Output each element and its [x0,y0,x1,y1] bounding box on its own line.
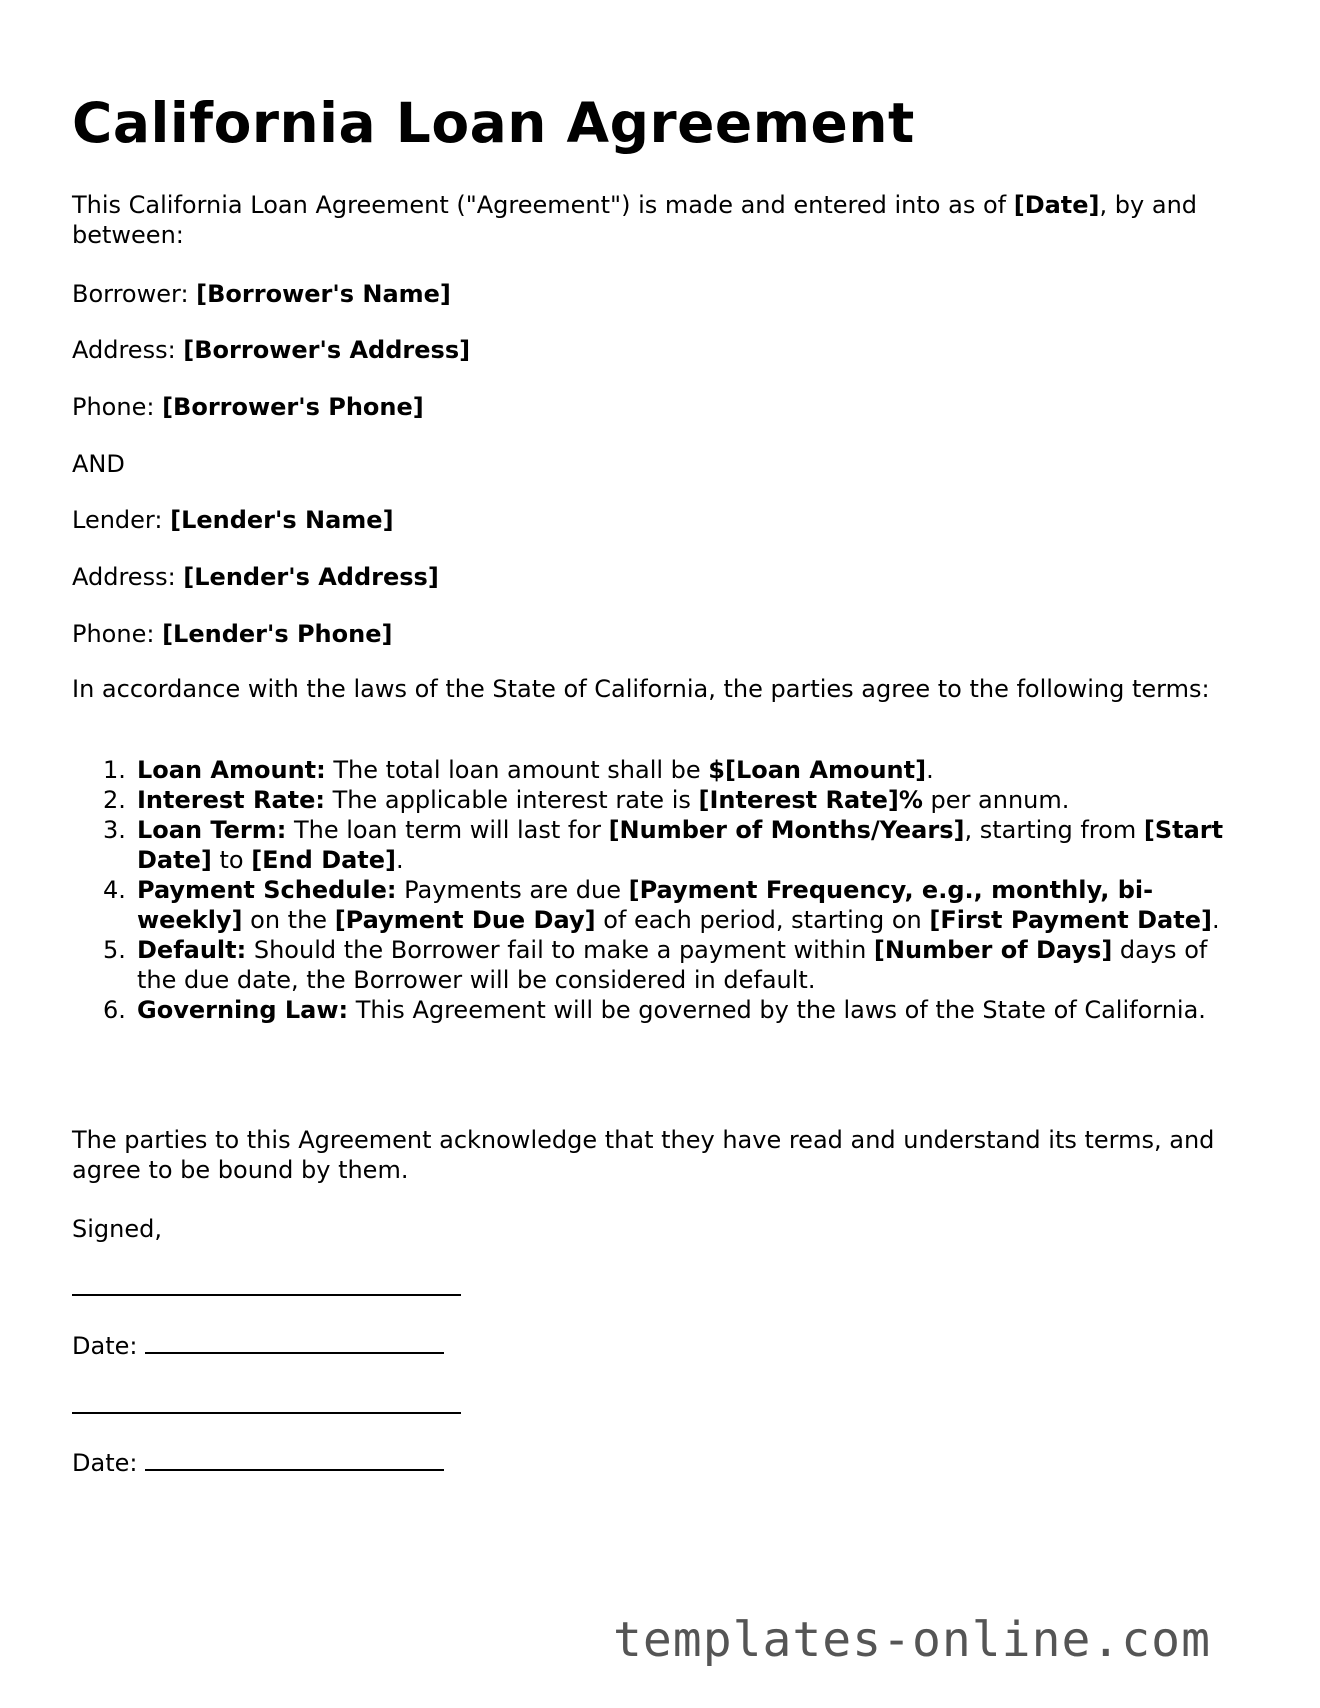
lender-address-placeholder: [Lender's Address] [183,563,439,591]
list-item [72,875,1237,935]
document-title: California Loan Agreement [72,91,915,155]
list-item-text: of each period, starting on [595,906,930,934]
borrower-address-label: Address: [72,336,184,364]
list-item-placeholder: [Payment Frequency, e.g., monthly, bi-weekly] [137,876,1154,934]
list-item [72,785,1237,815]
list-item-number: 3. [103,816,126,844]
list-item-text: Should the Borrower fail to make a payment within [246,936,874,964]
list-item-number: 4. [103,876,126,904]
borrower-name-placeholder: [Borrower's Name] [196,280,451,308]
list-item-placeholder: [Number of Months/Years] [608,816,965,844]
list-item-text: per annum. [922,786,1070,814]
list-item-placeholder: [Number of Days] [873,936,1113,964]
list-item-placeholder: [Interest Rate]% [698,786,923,814]
watermark-text: templates-online.com [613,1612,1211,1668]
borrower-phone-line [72,392,424,422]
list-item-placeholder: [Payment Due Day] [334,906,596,934]
list-item-heading: Payment Schedule: [137,876,397,904]
list-item-text: Payments are due [396,876,629,904]
lender-name-label: Lender: [72,506,171,534]
intro-paragraph [72,190,1252,250]
intro-text: This California Loan Agreement ("Agreement") is made and entered into as of [72,191,1014,219]
date-field-2[interactable] [145,1447,444,1471]
list-item-text: The applicable interest rate is [325,786,699,814]
signature-line-2[interactable] [72,1390,461,1414]
intro-suffix: , by and between: [72,191,1198,249]
lender-name-placeholder: [Lender's Name] [170,506,394,534]
list-item [72,995,1237,1025]
list-item-text: to [211,846,252,874]
signature-line-1[interactable] [72,1272,461,1296]
list-item-number: 5. [103,936,126,964]
lender-phone-line [72,619,392,649]
agreement-date-placeholder: [Date] [1013,191,1100,219]
list-item-placeholder: $[Loan Amount] [708,756,927,784]
lender-phone-label: Phone: [72,620,163,648]
list-item-text: . [926,756,934,784]
list-item [72,815,1237,875]
lender-name-line [72,505,394,535]
list-item-number: 2. [103,786,126,814]
borrower-phone-label: Phone: [72,393,163,421]
date-line-2 [72,1447,444,1478]
list-item-placeholder: [Start Date] [137,816,1224,874]
list-item-heading: Loan Term: [137,816,287,844]
list-item-heading: Default: [137,936,247,964]
list-item-placeholder: [End Date] [251,846,397,874]
list-item-text: . [1211,906,1220,934]
borrower-name-line [72,279,451,309]
list-item-placeholder: [First Payment Date] [929,906,1212,934]
date-field-1[interactable] [145,1330,444,1354]
list-item-heading: Governing Law: [137,996,349,1024]
list-item-heading: Interest Rate: [137,786,326,814]
lender-phone-placeholder: [Lender's Phone] [162,620,393,648]
list-item-heading: Loan Amount: [137,756,326,784]
lender-address-label: Address: [72,563,184,591]
terms-intro-paragraph: In accordance with the laws of the State of California, the parties agree to the following terms: [72,675,1210,703]
date-label: Date: [72,1449,146,1477]
borrower-address-line [72,335,470,365]
borrower-phone-placeholder: [Borrower's Phone] [162,393,424,421]
lender-address-line [72,562,439,592]
borrower-name-label: Borrower: [72,280,197,308]
list-item-number: 1. [103,756,126,784]
list-item-text: . [396,846,404,874]
signed-label: Signed, [72,1215,162,1243]
terms-list [72,755,1252,1025]
list-item-number: 6. [103,996,126,1024]
list-item-text: , starting from [964,816,1144,844]
list-item-text: on the [242,906,335,934]
list-item-text: The total loan amount shall be [325,756,709,784]
acknowledgement-paragraph: The parties to this Agreement acknowledge that they have read and understand its terms, and agree to be bound by them. [72,1126,1215,1184]
list-item-text: The loan term will last for [286,816,609,844]
list-item [72,935,1237,995]
date-label: Date: [72,1332,146,1360]
and-separator: AND [72,450,125,478]
list-item-text: days of the due date, the Borrower will be considered in default. [137,936,1208,994]
list-item [72,755,1237,785]
list-item-text: This Agreement will be governed by the laws of the State of California. [348,996,1206,1024]
date-line-1 [72,1330,444,1361]
borrower-address-placeholder: [Borrower's Address] [183,336,471,364]
